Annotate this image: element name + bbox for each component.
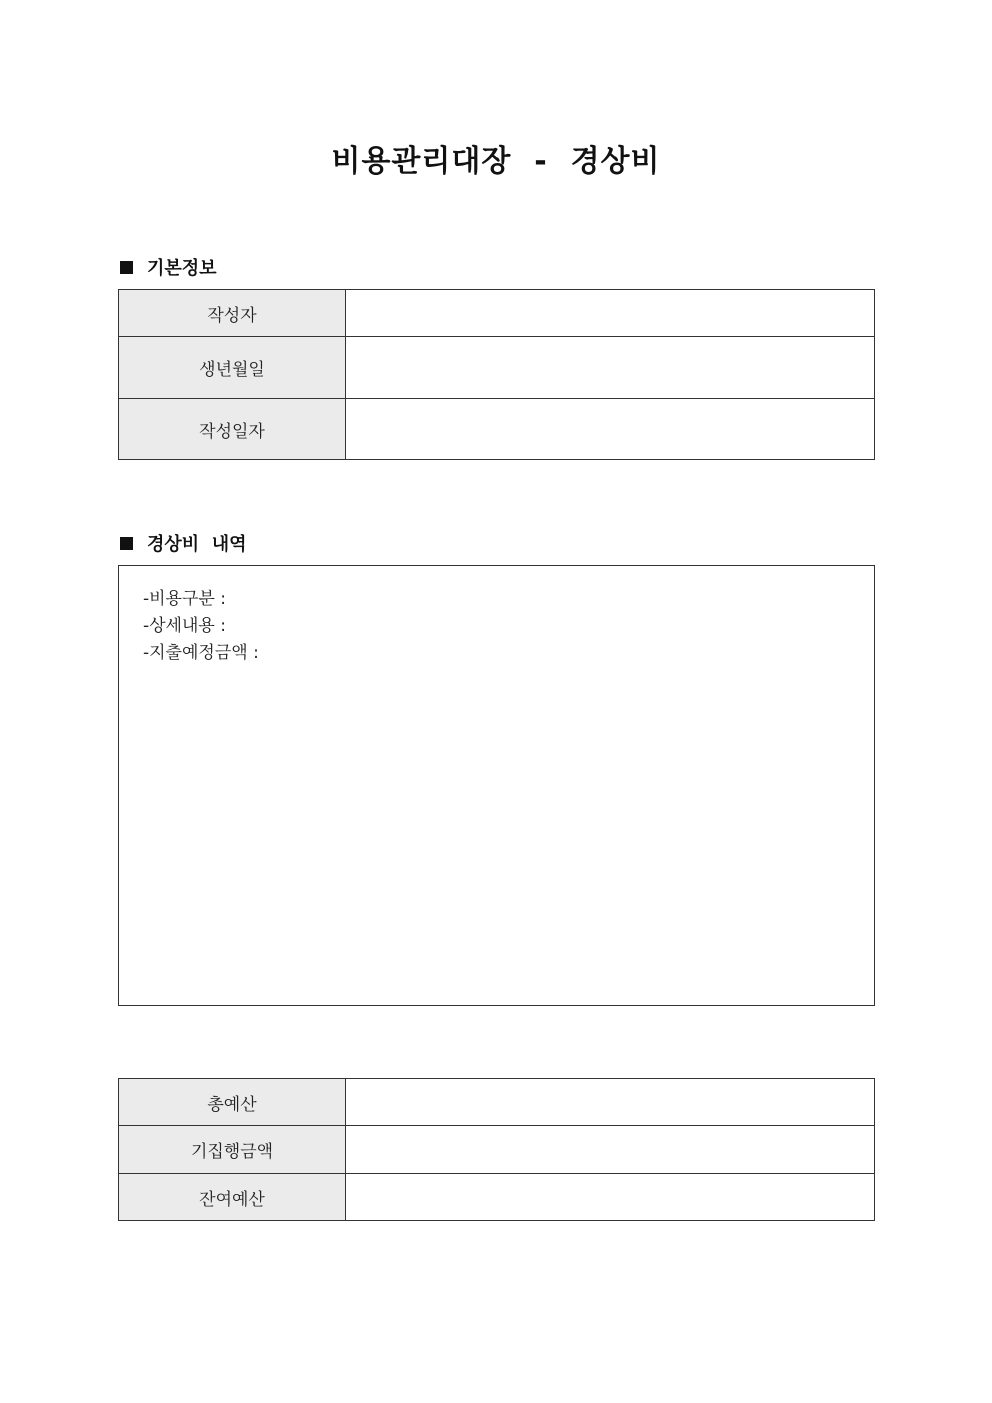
executed-amount-field[interactable]: [346, 1126, 875, 1174]
cost-category-line: -비용구분 :: [143, 589, 226, 609]
write-date-label: 작성일자: [119, 399, 346, 460]
author-label: 작성자: [119, 290, 346, 337]
remaining-budget-label: 잔여예산: [119, 1174, 346, 1221]
square-bullet-icon: [120, 261, 133, 274]
planned-amount-line: -지출예정금액 :: [143, 643, 259, 663]
remaining-budget-field[interactable]: [346, 1174, 875, 1221]
basic-info-table: [118, 289, 875, 460]
table-row: [119, 1079, 875, 1126]
square-bullet-icon: [120, 537, 133, 550]
details-heading-text: 경상비 내역: [147, 534, 247, 555]
table-row: [119, 290, 875, 337]
detail-content-line: -상세내용 :: [143, 616, 226, 636]
author-field[interactable]: [346, 290, 875, 337]
basic-info-heading: [120, 254, 217, 280]
table-row: [119, 1174, 875, 1221]
table-row: [119, 1126, 875, 1174]
details-heading: [120, 530, 246, 556]
details-box[interactable]: [118, 565, 875, 1006]
birthdate-label: 생년월일: [119, 337, 346, 399]
table-row: [119, 337, 875, 399]
basic-info-heading-text: 기본정보: [147, 258, 217, 279]
details-lines: [143, 586, 259, 667]
document-title: 비용관리대장 - 경상비: [331, 144, 661, 179]
executed-amount-label: 기집행금액: [119, 1126, 346, 1174]
table-row: [119, 399, 875, 460]
birthdate-field[interactable]: [346, 337, 875, 399]
total-budget-field[interactable]: [346, 1079, 875, 1126]
total-budget-label: 총예산: [119, 1079, 346, 1126]
budget-table: [118, 1078, 875, 1221]
write-date-field[interactable]: [346, 399, 875, 460]
